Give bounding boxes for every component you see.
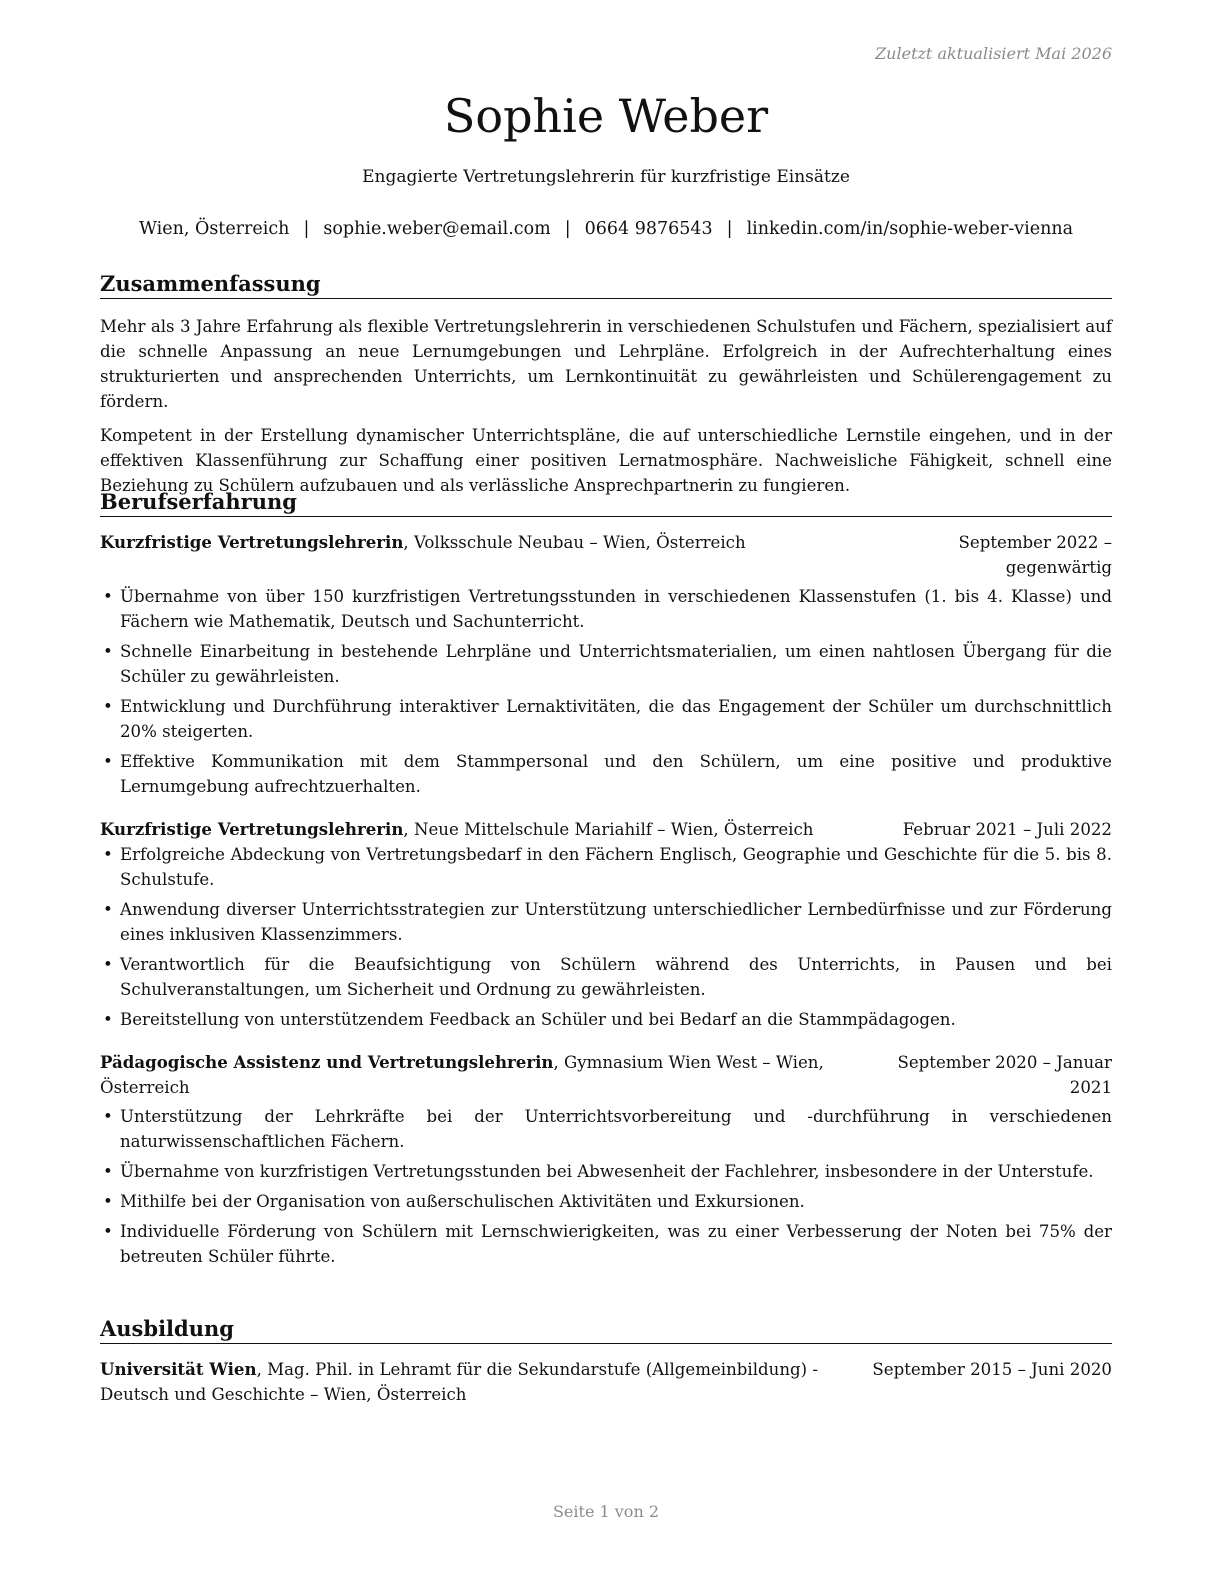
- section-heading: Ausbildung: [100, 1315, 1112, 1344]
- page-number: Seite 1 von 2: [552, 1502, 660, 1521]
- bullet-icon: •: [103, 752, 113, 771]
- job-header: [100, 530, 1112, 580]
- list-item: • Übernahme von über 150 kurzfristigen Vertretungsstunden in verschiedenen Klassenstufen (1. bis 4. Klasse) und Fächern wie Mathematik, Deutsch und Sachunterricht.: [100, 584, 1112, 634]
- bullet-icon: •: [103, 642, 113, 661]
- job-title: Pädagogische Assistenz und Vertretungslehrerin: [100, 1052, 554, 1072]
- resume-page: [100, 0, 1112, 1584]
- job-bullets: [100, 842, 1112, 1032]
- contact-phone: 0664 9876543: [584, 219, 713, 239]
- contact-line: [100, 219, 1112, 239]
- job-bullets: [100, 584, 1112, 799]
- contact-separator: |: [726, 219, 733, 239]
- person-name: Sophie Weber: [443, 89, 769, 143]
- job-date: September 2022 – gegenwärtig: [958, 533, 1112, 577]
- list-item: • Unterstützung der Lehrkräfte bei der Unterrichtsvorbereitung und -durchführung in verschiedenen naturwissenschaftlichen Fächern.: [100, 1104, 1112, 1154]
- education-section: [100, 1315, 1112, 1407]
- bullet-icon: •: [103, 697, 113, 716]
- job-date: Februar 2021 – Juli 2022: [902, 820, 1112, 839]
- bullet-icon: •: [103, 1192, 113, 1211]
- last-updated: Zuletzt aktualisiert Mai 2026: [875, 44, 1112, 63]
- education-institution: Universität Wien: [100, 1359, 257, 1379]
- list-item: • Mithilfe bei der Organisation von außerschulischen Aktivitäten und Exkursionen.: [100, 1189, 1112, 1214]
- contact-location: Wien, Österreich: [138, 219, 290, 239]
- experience-section: [100, 488, 1112, 1274]
- job-organization: , Gymnasium Wien West – Wien, Österreich: [100, 1053, 824, 1097]
- contact-email[interactable]: sophie.weber@email.com: [323, 219, 551, 239]
- contact-linkedin[interactable]: linkedin.com/in/sophie-weber-vienna: [746, 219, 1074, 239]
- bullet-icon: •: [103, 955, 113, 974]
- bullet-icon: •: [103, 845, 113, 864]
- list-item: • Übernahme von kurzfristigen Vertretungsstunden bei Abwesenheit der Fachlehrer, insbesondere in der Unterstufe.: [100, 1159, 1112, 1184]
- list-item: • Individuelle Förderung von Schülern mit Lernschwierigkeiten, was zu einer Verbesserung der Noten bei 75% der betreuten Schüler führte.: [100, 1219, 1112, 1269]
- list-item: • Entwicklung und Durchführung interaktiver Lernaktivitäten, die das Engagement der Schüler um durchschnittlich 20% steigerten.: [100, 694, 1112, 744]
- list-item: • Anwendung diverser Unterrichtsstrategien zur Unterstützung unterschiedlicher Lernbedürfnisse und zur Förderung eines inklusiven Klassenzimmers.: [100, 897, 1112, 947]
- summary-paragraph: Kompetent in der Erstellung dynamischer Unterrichtspläne, die auf unterschiedliche Lernstile eingehen, und in der effektiven Klassenführung zur Schaffung einer positiven Lernatmosphäre. Nachweisliche Fähigkeit, schnell eine Beziehung zu Schülern aufzubauen und als verlässliche Ansprechpartnerin zu fungieren.: [100, 426, 1112, 495]
- bullet-icon: •: [103, 1162, 113, 1181]
- list-item: • Schnelle Einarbeitung in bestehende Lehrpläne und Unterrichtsmaterialien, um einen nahtlosen Übergang für die Schüler zu gewährleisten.: [100, 639, 1112, 689]
- bullet-icon: •: [103, 587, 113, 606]
- education-date: September 2015 – Juni 2020: [872, 1360, 1112, 1379]
- education-detail: , Mag. Phil. in Lehramt für die Sekundarstufe (Allgemeinbildung) - Deutsch und Geschichte – Wien, Österreich: [100, 1360, 818, 1404]
- job-organization: , Neue Mittelschule Mariahilf – Wien, Österreich: [403, 820, 814, 839]
- job-title: Kurzfristige Vertretungslehrerin: [100, 532, 404, 552]
- bullet-icon: •: [103, 900, 113, 919]
- bullet-icon: •: [103, 1010, 113, 1029]
- bullet-icon: •: [103, 1107, 113, 1126]
- job-title: Kurzfristige Vertretungslehrerin: [100, 819, 404, 839]
- job-header: [100, 817, 1112, 842]
- list-item: • Bereitstellung von unterstützendem Feedback an Schüler und bei Bedarf an die Stammpädagogen.: [100, 1007, 1112, 1032]
- education-entry: [100, 1357, 1112, 1407]
- section-heading: Zusammenfassung: [100, 270, 1112, 299]
- list-item: • Verantwortlich für die Beaufsichtigung von Schülern während des Unterrichts, in Pausen und bei Schulveranstaltungen, um Sicherheit und Ordnung zu gewährleisten.: [100, 952, 1112, 1002]
- job-entry: [100, 817, 1112, 1032]
- tagline: Engagierte Vertretungslehrerin für kurzfristige Einsätze: [362, 167, 850, 187]
- contact-separator: |: [564, 219, 571, 239]
- list-item: • Erfolgreiche Abdeckung von Vertretungsbedarf in den Fächern Englisch, Geographie und Geschichte für die 5. bis 8. Schulstufe.: [100, 842, 1112, 892]
- job-entry: [100, 530, 1112, 799]
- summary-paragraph: Mehr als 3 Jahre Erfahrung als flexible Vertretungslehrerin in verschiedenen Schulstufen und Fächern, spezialisiert auf die schnelle Anpassung an neue Lernumgebungen und Lehrpläne. Erfolgreich in der Aufrechterhaltung eines strukturierten und ansprechenden Unterrichts, um Lernkontinuität zu gewährleisten und Schülerengagement zu fördern.: [100, 317, 1112, 411]
- section-heading: Berufserfahrung: [100, 488, 1112, 517]
- summary-section: [100, 270, 1112, 498]
- contact-separator: |: [303, 219, 310, 239]
- job-bullets: [100, 1104, 1112, 1269]
- list-item: • Effektive Kommunikation mit dem Stammpersonal und den Schülern, um eine positive und produktive Lernumgebung aufrechtzuerhalten.: [100, 749, 1112, 799]
- job-organization: , Volksschule Neubau – Wien, Österreich: [403, 533, 746, 552]
- job-entry: [100, 1050, 1112, 1269]
- job-date: September 2020 – Januar 2021: [897, 1053, 1112, 1097]
- bullet-icon: •: [103, 1222, 113, 1241]
- job-header: [100, 1050, 1112, 1100]
